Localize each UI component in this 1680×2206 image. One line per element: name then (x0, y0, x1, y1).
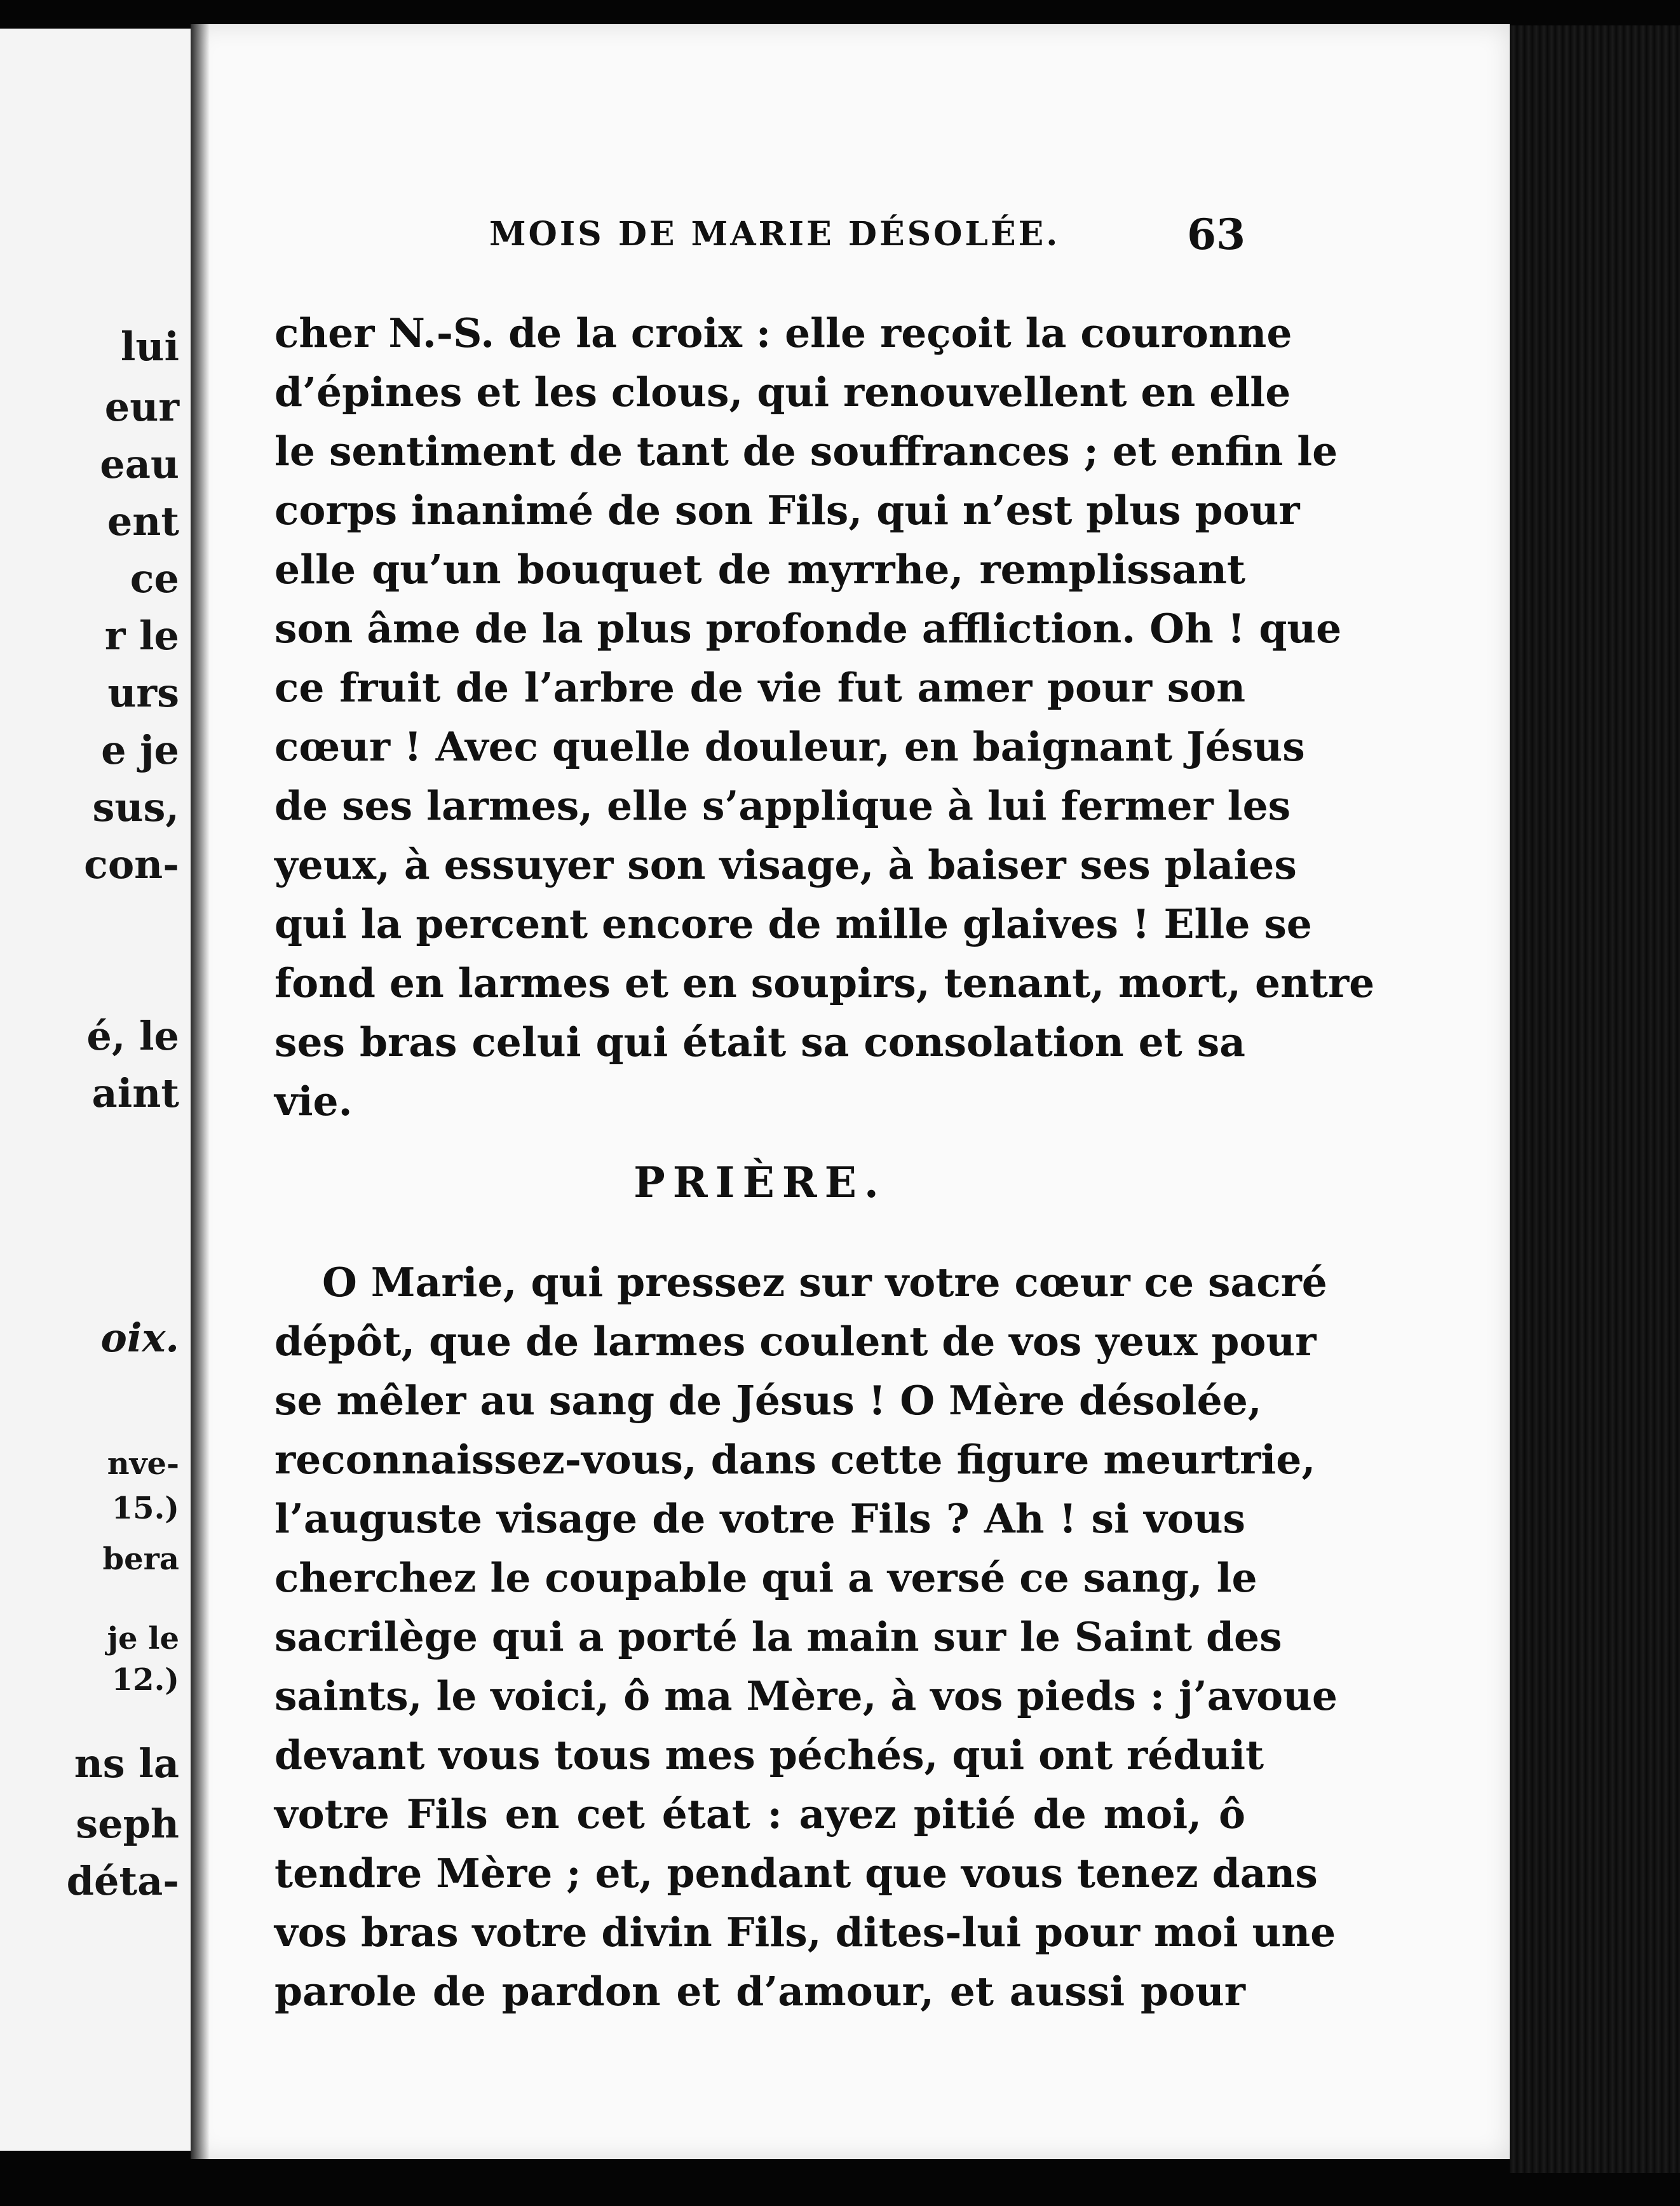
text-line: cherchez le coupable qui a versé ce sang, le (274, 1554, 1257, 1601)
paragraph-meditation (274, 304, 1375, 1131)
left-page-fragment: eau (100, 441, 179, 487)
running-head: MOIS DE MARIE DÉSOLÉE. (489, 215, 1060, 254)
text-line: se mêler au sang de Jésus ! O Mère désolée, (274, 1377, 1262, 1424)
page-header (489, 210, 1245, 261)
text-line: d’épines et les clous, qui renouvellent en elle (274, 369, 1291, 416)
left-page-fragment: eur (104, 384, 179, 430)
left-page-edge (0, 29, 194, 2151)
text-line: corps inanimé de son Fils, qui n’est plus pour (274, 487, 1300, 534)
paragraph-prayer (274, 1253, 1338, 2021)
text-line: saints, le voici, ô ma Mère, à vos pieds : j’avoue (274, 1672, 1338, 1719)
text-line: vos bras votre divin Fils, dites-lui pour moi une (274, 1909, 1336, 1956)
text-line: vie. (274, 1078, 353, 1125)
left-page-fragment: bera (102, 1541, 179, 1577)
text-line: son âme de la plus profonde affliction. Oh ! que (274, 605, 1342, 652)
page-number: 63 (1187, 210, 1245, 259)
section-title: PRIÈRE. (633, 1158, 886, 1207)
text-line: reconnaissez-vous, dans cette figure meurtrie, (274, 1436, 1316, 1483)
left-page-fragment: ce (130, 555, 179, 602)
text-line: l’auguste visage de votre Fils ? Ah ! si vous (274, 1495, 1245, 1542)
text-line: parole de pardon et d’amour, et aussi pour (274, 1968, 1245, 2015)
left-page-fragment: déta- (66, 1858, 179, 1904)
left-page-fragment: urs (107, 670, 179, 716)
text-line: O Marie, qui pressez sur votre cœur ce sacré (322, 1259, 1327, 1306)
left-page-fragment: lui (120, 323, 179, 370)
left-page-fragment: con- (84, 841, 179, 888)
text-line: ses bras celui qui était sa consolation et sa (274, 1018, 1245, 1066)
left-page-fragment: nve- (107, 1446, 179, 1482)
text-line: tendre Mère ; et, pendant que vous tenez dans (274, 1850, 1318, 1897)
left-page-fragment: é, le (86, 1013, 179, 1059)
text-line: fond en larmes et en soupirs, tenant, mort, entre (274, 959, 1375, 1006)
text-line: elle qu’un bouquet de myrrhe, remplissant (274, 546, 1245, 593)
left-page-fragment: seph (76, 1801, 179, 1847)
text-line: votre Fils en cet état : ayez pitié de moi, ô (274, 1790, 1245, 1837)
left-page-fragment: 15.) (111, 1491, 179, 1526)
left-page-fragment: je le (107, 1621, 179, 1656)
text-line: devant vous tous mes péchés, qui ont réduit (274, 1731, 1264, 1778)
text-line: cœur ! Avec quelle douleur, en baignant Jésus (274, 723, 1305, 770)
text-line: de ses larmes, elle s’applique à lui fermer les (274, 782, 1291, 829)
gutter-shadow (191, 24, 210, 2159)
left-page-fragment: ns la (74, 1740, 179, 1787)
text-line: cher N.-S. de la croix : elle reçoit la couronne (274, 309, 1292, 356)
text-line: ce fruit de l’arbre de vie fut amer pour son (274, 664, 1245, 711)
text-line: yeux, à essuyer son visage, à baiser ses plaies (274, 841, 1297, 888)
left-page-fragment: sus, (92, 784, 179, 830)
left-page-fragment: e je (101, 727, 179, 773)
left-page-fragment: oix. (100, 1315, 179, 1361)
left-page-fragment: 12.) (111, 1662, 179, 1698)
left-page-fragment: ent (107, 498, 179, 545)
text-line: qui la percent encore de mille glaives ! Elle se (274, 900, 1312, 947)
left-page-fragment: aint (91, 1070, 179, 1116)
text-line: le sentiment de tant de souffrances ; et enfin le (274, 428, 1338, 475)
text-line: sacrilège qui a porté la main sur le Saint des (274, 1613, 1282, 1660)
page-stack-edge (1510, 25, 1680, 2173)
left-page-fragment: r le (104, 612, 179, 659)
text-line: dépôt, que de larmes coulent de vos yeux pour (274, 1318, 1317, 1365)
